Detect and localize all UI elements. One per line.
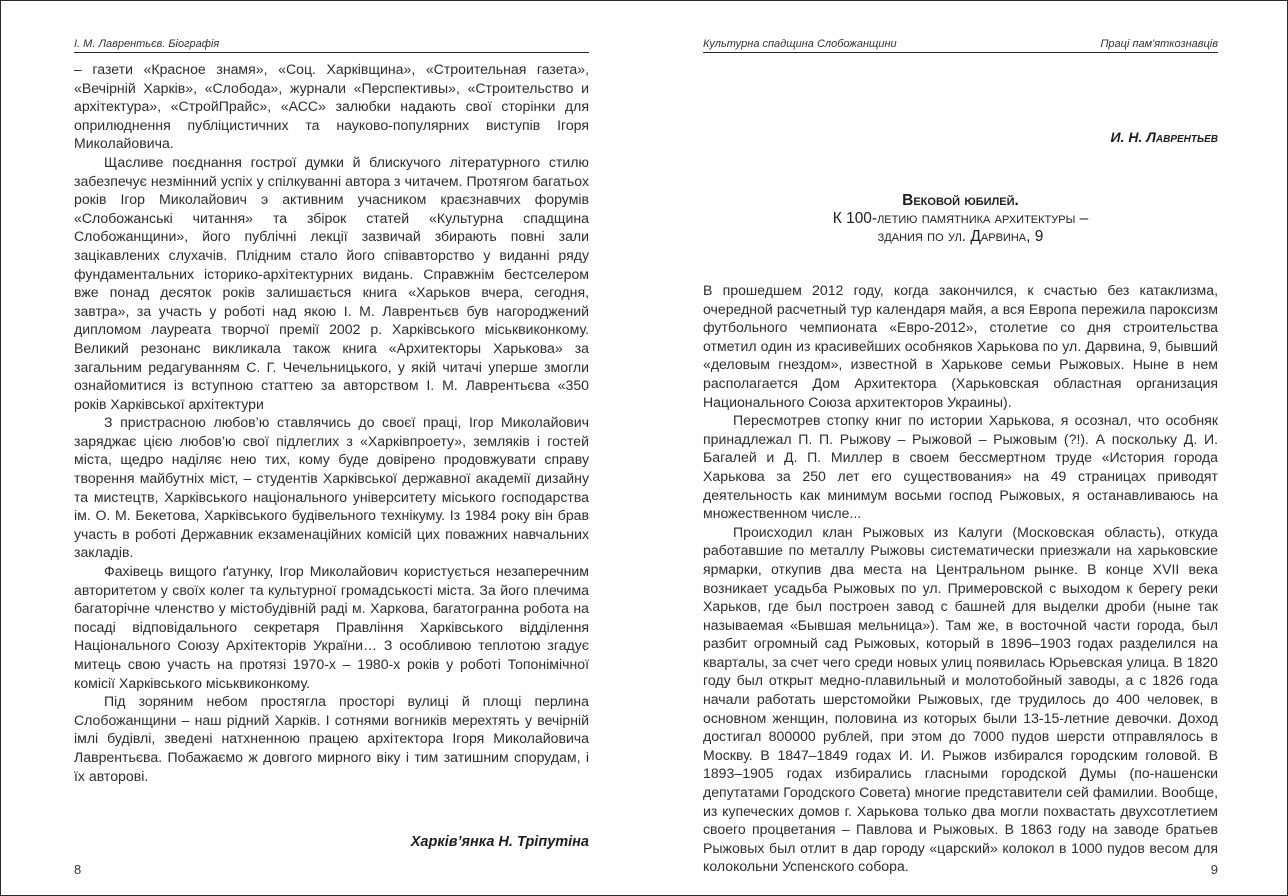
right-paragraph-2: Пересмотрев стопку книг по истории Харькова, я осознал, что особняк принадлежал П. П. Рыжову – Рыжовой – Рыжовым (?!). А поскольку Д. И. Багалей и Д. П. Миллер в своем бессмертном труде «История города Харькова за 250 лет его существования» на 49 страницах приводят деятельность как минимум восьми господ Рыжовых, я останавливаюсь на множественном числе... xyxy=(703,412,1218,522)
right-paragraph-3: Происходил клан Рыжовых из Калуги (Московская область), откуда работавшие по металлу Рыжовы систематически приезжали на харьковские ярмарки, откупив два места на Центральном рынке. В конце XVII века возникает усадьба Рыжовых по ул. Примеровской с выходом к берегу реки Харьков, где был построен завод с башней для выделки дроби (ныне так называемая «Бывшая мельница»). Там же, в восточной части города, был разбит огромный сад Рыжовых, который в 1896–1903 годах разделился на кварталы, за счет чего среди новых улиц появилась Юрьевская улица. В 1820 году был открыт медно-плавильный и молотобойный заводы, а с 1826 года начали работать шерстомойки Рыжовых, где трудилось до 400 человек, в основном женщин, половина из которых были 13-15-летние девочки. Доход достигал 800000 рублей, при этом до 7000 пудов шерсти отправлялось в Москву. В 1847–1849 годах И. И. Рыжов избирался городским головой. В 1893–1905 годах избирались гласными городской Думы (по-нашенски депутатами Городского Совета) многие представители сей фамилии. Вообще, из купеческих домов г. Харькова только два могли похвастать двухсотлетием своего процветания – Павлова и Рыжовых. В 1863 году на заводе братьев Рыжовых был отлит в дар городу «царский» колокол в 1000 пудов весом для колокольни Успенского собора. xyxy=(703,523,1218,875)
article-title-line-2: К 100-летию памятника архитектуры – xyxy=(832,210,1089,227)
left-paragraph-1: – газети «Красное знамя», «Соц. Харківщина», «Строительная газета», «Вечірній Харків», «Слобода», журнали «Перспективы», «Строительство и архітектура», «СтройПрайс», «АСС» залюбки надають свої сторінки для оприлюднення публіцистичних та науково-популярних виступів Ігоря Миколайовича. xyxy=(74,61,589,152)
right-body-text xyxy=(703,281,1218,876)
right-page xyxy=(703,1,1218,895)
right-running-header-right: Праці пам'яткознавців xyxy=(1100,38,1218,50)
right-page-number: 9 xyxy=(1210,862,1218,877)
right-running-header-left: Культурна спадщина Слобожанщини xyxy=(703,38,897,50)
left-running-header-title: І. М. Лаврентьєв. Біографія xyxy=(74,38,220,50)
left-paragraph-2: Щасливе поєднання гострої думки й блискучого літературного стилю забезпечує незмінний успіх у спілкуванні автора з читачем. Протягом багатьох років Ігор Миколайович э активним учасником краєзнавчих форумів «Слобожанські читання» та збірок статей «Культурна спадщина Слобожанщини», його публічні лекції зазвичай збирають повні зали зацікавлених слухачів. Плідним стало його співавторство у виданні ряду фундаментальних історико-архітектурних видань. Справжнім бестселером вже понад десяток років залишається книга «Харьков вчера, сегодня, завтра», за участь у роботі над якою І. М. Лаврентьєв був нагороджений дипломом лауреата творчої премії 2002 р. Харківського міськвиконкому. Великий резонанс викликала також книга «Архитекторы Харькова» за загальним редагуванням С. Г. Чечельницького, у якій читачі уперше змогли ознайомитися із вступною статтею за авторством І. М. Лаврентьєва «350 років Харківської архітектури xyxy=(74,153,589,412)
left-page xyxy=(74,1,589,895)
left-running-header xyxy=(74,38,589,53)
left-page-number: 8 xyxy=(74,862,82,877)
article-title xyxy=(703,192,1218,246)
left-body-text xyxy=(74,60,589,785)
article-title-line-3: здания по ул. Дарвина, 9 xyxy=(877,228,1044,245)
signature: Харків’янка Н. Тріпутіна xyxy=(410,834,589,850)
right-paragraph-1: В прошедшем 2012 году, когда закончился, к счастью без катаклизма, очередной расчетный тур календаря майя, а вся Европа пережила пароксизм футбольного чемпионата «Евро-2012», столетие со дня строительства отметил один из красивейших особняков Харькова по ул. Дарвина, 9, бывший «деловым гнездом», известной в Харькове семьи Рыжовых. Ныне в нем располагается Дом Архитектора (Харьковская областная организация Национального Союза архитекторов Украины). xyxy=(703,282,1218,410)
right-running-header xyxy=(703,38,1218,53)
article-title-line-1: Вековой юбилей. xyxy=(902,192,1019,209)
article-author: И. Н. Лаврентьев xyxy=(1110,129,1218,145)
left-paragraph-3: З пристрасною любов’ю ставлячись до своєї праці, Ігор Миколайович заряджає цією любов’ю свої підлеглих з «Харківпроету», земляків і гостей міста, щедро наділяє нею тих, кому буде довірено продовжувати справу творення майбутніх міст, – студентів Харківської державної академії дизайну та мистецтв, Харківського національного університету міського господарства ім. О. М. Бекетова, Харківського будівельного технікуму. Із 1984 року він брав участь в роботі Державник екзаменаційних комісій цих поважних навчальних закладів. xyxy=(74,414,589,561)
left-paragraph-4: Фахівець вищого ґатунку, Ігор Миколайович користується незаперечним авторитетом у своїх колег та культурної громадськості міста. За його плечима багаторічне членство у містобудівній раді м. Харкова, багатогранна робота на посаді відповідального секретаря Правління Харківського відділення Національного Союзу Архітекторів України… З особливою теплотою згадує митець свою участь на протязі 1970-х – 1980-х років у роботі Топонімічної комісії Харківського міськвиконкому. xyxy=(74,563,589,691)
left-paragraph-5: Під зоряним небом простягла просторі вулиці й площі перлина Слобожанщини – наш рідний Харків. І сотнями вогників мерехтять у вечірній імлі будівлі, зведені натхненною працею архітектора Ігоря Миколайовича Лаврентьєва. Побажаємо ж довгого мирного віку і тим затишним спорудам, і їх авторові. xyxy=(74,693,589,784)
